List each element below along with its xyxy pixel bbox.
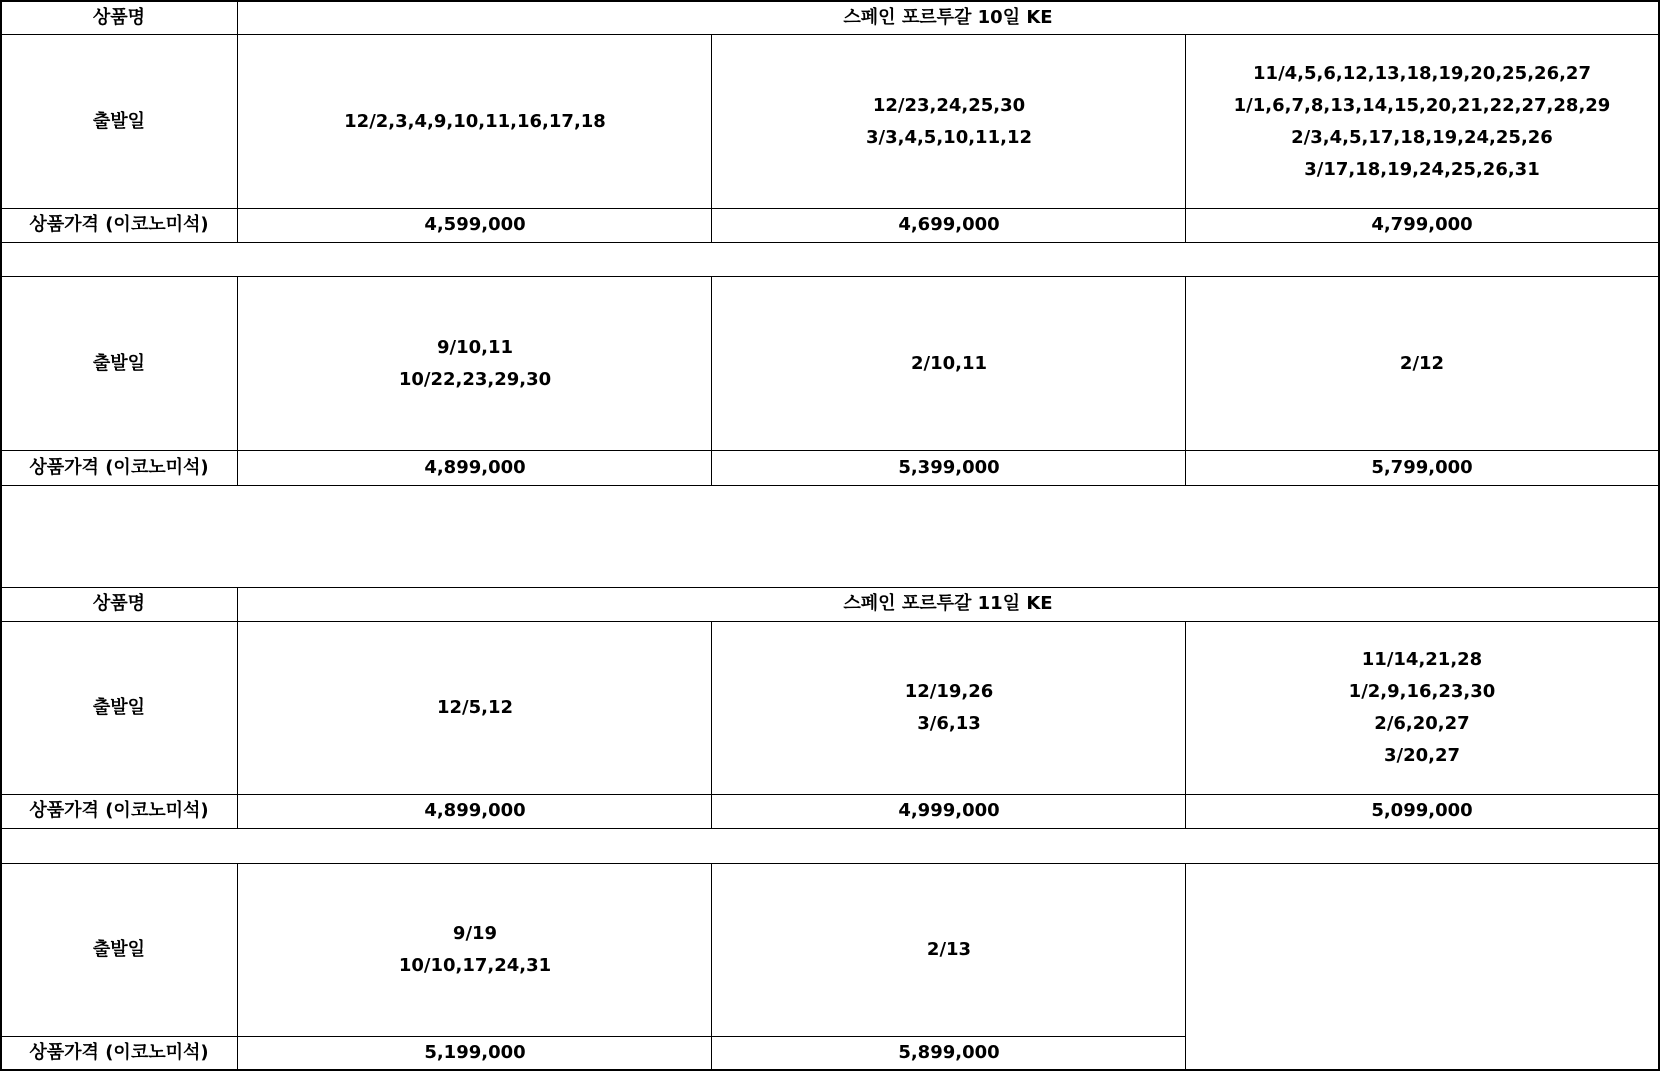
price-value: 4,999,000 bbox=[898, 800, 1000, 821]
price-label: 상품가격 (이코노미석) bbox=[29, 214, 209, 235]
price-value: 4,699,000 bbox=[898, 214, 1000, 235]
product-name-label: 상품명 bbox=[92, 593, 146, 614]
departure-dates-cell bbox=[238, 621, 712, 794]
departure-date-line: 2/3,4,5,17,18,19,24,25,26 bbox=[1291, 126, 1553, 148]
departure-dates-cell bbox=[712, 277, 1186, 451]
table-rule bbox=[0, 450, 1660, 451]
departure-dates-cell bbox=[238, 277, 712, 451]
departure-dates-cell bbox=[1186, 277, 1658, 451]
table-rule bbox=[0, 276, 1660, 277]
table-rule bbox=[1185, 34, 1186, 242]
departure-date-line: 2/13 bbox=[926, 938, 972, 960]
departure-label: 출발일 bbox=[92, 696, 146, 718]
price-value: 5,099,000 bbox=[1371, 800, 1473, 821]
table-rule bbox=[0, 242, 1660, 243]
table-rule bbox=[0, 794, 1660, 795]
departure-date-line: 2/10,11 bbox=[910, 353, 988, 374]
price-value: 5,199,000 bbox=[424, 1042, 526, 1063]
departure-dates-cell bbox=[1186, 621, 1658, 794]
table-rule bbox=[0, 485, 1660, 486]
product-title: 스페인 포르투갈 10일 KE bbox=[843, 6, 1053, 28]
departure-label: 출발일 bbox=[92, 938, 146, 960]
departure-date-line: 9/19 bbox=[452, 922, 498, 944]
table-rule bbox=[237, 863, 238, 1071]
departure-date-line: 1/2,9,16,23,30 bbox=[1348, 680, 1496, 702]
table-rule bbox=[0, 1036, 1186, 1037]
price-value: 4,599,000 bbox=[424, 214, 526, 235]
table-rule bbox=[0, 863, 1660, 864]
departure-label: 출발일 bbox=[92, 110, 146, 132]
departure-label: 출발일 bbox=[92, 353, 146, 374]
departure-date-line: 3/17,18,19,24,25,26,31 bbox=[1304, 158, 1540, 180]
table-rule bbox=[0, 828, 1660, 829]
table-rule bbox=[0, 621, 1660, 622]
departure-date-line: 1/1,6,7,8,13,14,15,20,21,22,27,28,29 bbox=[1233, 94, 1611, 116]
departure-date-line: 12/23,24,25,30 bbox=[872, 94, 1026, 116]
table-rule bbox=[237, 0, 238, 242]
table-rule bbox=[0, 208, 1660, 209]
departure-date-line: 11/14,21,28 bbox=[1361, 648, 1483, 670]
table-rule bbox=[1185, 863, 1186, 1071]
departure-date-line: 10/22,23,29,30 bbox=[398, 369, 552, 390]
table-rule bbox=[711, 863, 712, 1071]
price-value: 5,899,000 bbox=[898, 1042, 1000, 1063]
departure-date-line: 3/3,4,5,10,11,12 bbox=[865, 126, 1032, 148]
price-value: 4,799,000 bbox=[1371, 214, 1473, 235]
departure-dates-cell bbox=[712, 35, 1186, 208]
departure-date-line: 12/19,26 bbox=[904, 680, 994, 702]
table-rule bbox=[1185, 621, 1186, 828]
table-rule bbox=[711, 34, 712, 242]
price-value: 5,799,000 bbox=[1371, 457, 1473, 478]
price-label: 상품가격 (이코노미석) bbox=[29, 457, 209, 478]
price-value: 4,899,000 bbox=[424, 457, 526, 478]
departure-dates-cell bbox=[712, 863, 1186, 1036]
price-value: 5,399,000 bbox=[898, 457, 1000, 478]
table-rule bbox=[237, 587, 238, 828]
table-rule bbox=[237, 276, 238, 485]
departure-date-line: 3/6,13 bbox=[917, 712, 981, 734]
departure-date-line: 2/12 bbox=[1399, 353, 1445, 374]
price-value: 4,899,000 bbox=[424, 800, 526, 821]
product-name-label: 상품명 bbox=[92, 6, 146, 28]
departure-date-line: 3/20,27 bbox=[1383, 744, 1461, 766]
price-label: 상품가격 (이코노미석) bbox=[29, 800, 209, 821]
product-title: 스페인 포르투갈 11일 KE bbox=[843, 593, 1053, 614]
table-rule bbox=[711, 621, 712, 828]
table-rule bbox=[0, 34, 1660, 35]
table-rule bbox=[0, 587, 1660, 588]
departure-dates-cell bbox=[238, 863, 712, 1036]
table-rule bbox=[711, 276, 712, 485]
table-rule bbox=[1185, 276, 1186, 485]
price-label: 상품가격 (이코노미석) bbox=[29, 1042, 209, 1063]
departure-dates-cell bbox=[238, 35, 712, 208]
departure-dates-cell bbox=[1186, 35, 1658, 208]
departure-date-line: 10/10,17,24,31 bbox=[398, 954, 552, 976]
departure-date-line: 12/5,12 bbox=[436, 696, 514, 718]
departure-date-line: 12/2,3,4,9,10,11,16,17,18 bbox=[344, 110, 606, 132]
departure-dates-cell bbox=[712, 621, 1186, 794]
departure-date-line: 2/6,20,27 bbox=[1374, 712, 1470, 734]
departure-date-line: 9/10,11 bbox=[436, 337, 514, 358]
departure-date-line: 11/4,5,6,12,13,18,19,20,25,26,27 bbox=[1253, 62, 1591, 84]
